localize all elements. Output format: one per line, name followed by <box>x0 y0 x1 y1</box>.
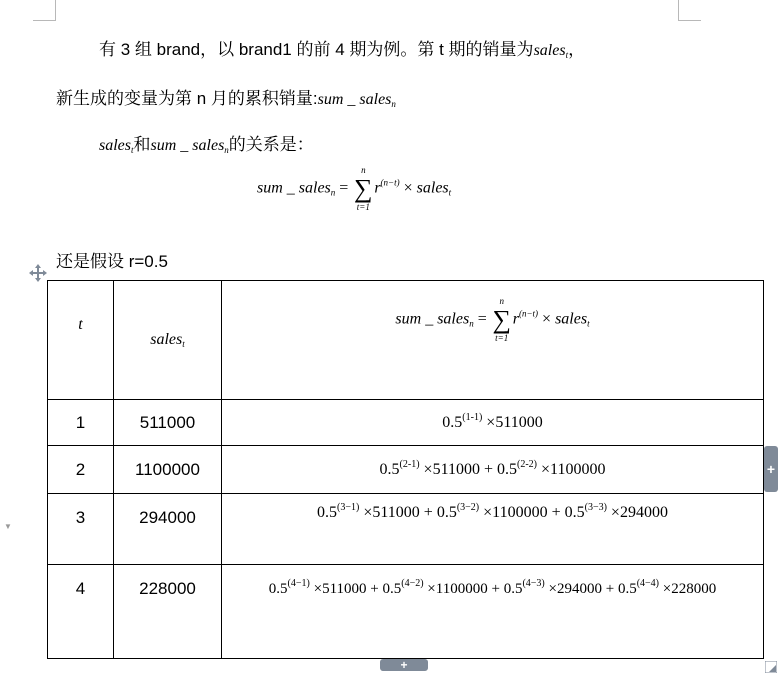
table-resize-icon[interactable] <box>765 661 777 673</box>
sales-table <box>47 280 764 659</box>
row-4-formula: $0.5^{(4-1)} \times 511000 + 0.5^{(4-2)} \times 1100000 + 0.5^{(4-3)} \times 294000 + 0.5^{(4-4)} \times 228000$ <box>222 565 764 659</box>
summation-sigma: n ∑ t=1 <box>354 165 373 212</box>
insert-row-button[interactable]: + <box>380 659 428 671</box>
row-2-sales: 1100000 <box>114 446 222 494</box>
top-right-crop-mark <box>678 0 701 21</box>
row-3-t: 3 <box>48 494 114 565</box>
margin-marker-icon: ▼ <box>4 522 12 531</box>
row-4-t: 4 <box>48 565 114 659</box>
header-formula: sum _ sales$_n$ = n ∑ t=1 $r^{(n-t)}$ × sales$_t$ <box>222 281 764 400</box>
table-row <box>48 565 764 659</box>
row-2-formula: 0.5$^{(2-1)}$ ×511000 + 0.5$^{(2-2)}$ ×1100000 <box>222 446 764 494</box>
row-1-sales: 511000 <box>114 400 222 446</box>
row-2-t: 2 <box>48 446 114 494</box>
intro-line-1-suffix: ， <box>568 40 586 59</box>
row-1-t: 1 <box>48 400 114 446</box>
intro-line-2 <box>56 84 396 109</box>
table-move-icon[interactable] <box>28 263 48 283</box>
table-row <box>48 494 764 565</box>
sales-t-variable-2: sales$_t$ <box>99 137 134 155</box>
header-sales: sales$_t$ <box>114 281 222 400</box>
table-row <box>48 446 764 494</box>
top-left-crop-mark <box>33 0 56 21</box>
header-t: t <box>48 281 114 400</box>
intro-line-3 <box>99 130 314 155</box>
table-row <box>48 400 764 446</box>
intro-line-3-suffix: 的关系是： <box>228 135 314 154</box>
intro-line-2-text: 新生成的变量为第 n 月的累积销量: <box>56 89 318 108</box>
row-1-formula: 0.5$^{(1-1)}$ ×511000 <box>222 400 764 446</box>
intro-line-1 <box>99 35 585 60</box>
intro-line-1-text: 有 3 组 brand，以 brand1 的前 4 期为例。第 t 期的销量为 <box>99 40 534 59</box>
row-4-sales: 228000 <box>114 565 222 659</box>
insert-column-button[interactable]: + <box>764 446 778 492</box>
sum-sales-n-variable: sum _ sales$_n$ <box>317 91 396 109</box>
row-3-sales: 294000 <box>114 494 222 565</box>
table-header-row <box>48 281 764 400</box>
sum-sales-n-variable-2: sum _ sales$_n$ <box>150 137 229 155</box>
joiner-text: 和 <box>133 135 151 154</box>
main-formula: sum _ sales$_n$ = n ∑ t=1 $r^{(n-t)}$ × sales$_t$ <box>257 165 452 212</box>
row-3-formula: $0.5^{(3-1)} \times 511000 + 0.5^{(3-2)} \times 1100000 + 0.5^{(3-3)} \times 294000$ <box>222 494 764 565</box>
sales-t-variable: sales$_t$ <box>533 42 569 60</box>
assumption-text: 还是假设 r=0.5 <box>56 252 168 271</box>
